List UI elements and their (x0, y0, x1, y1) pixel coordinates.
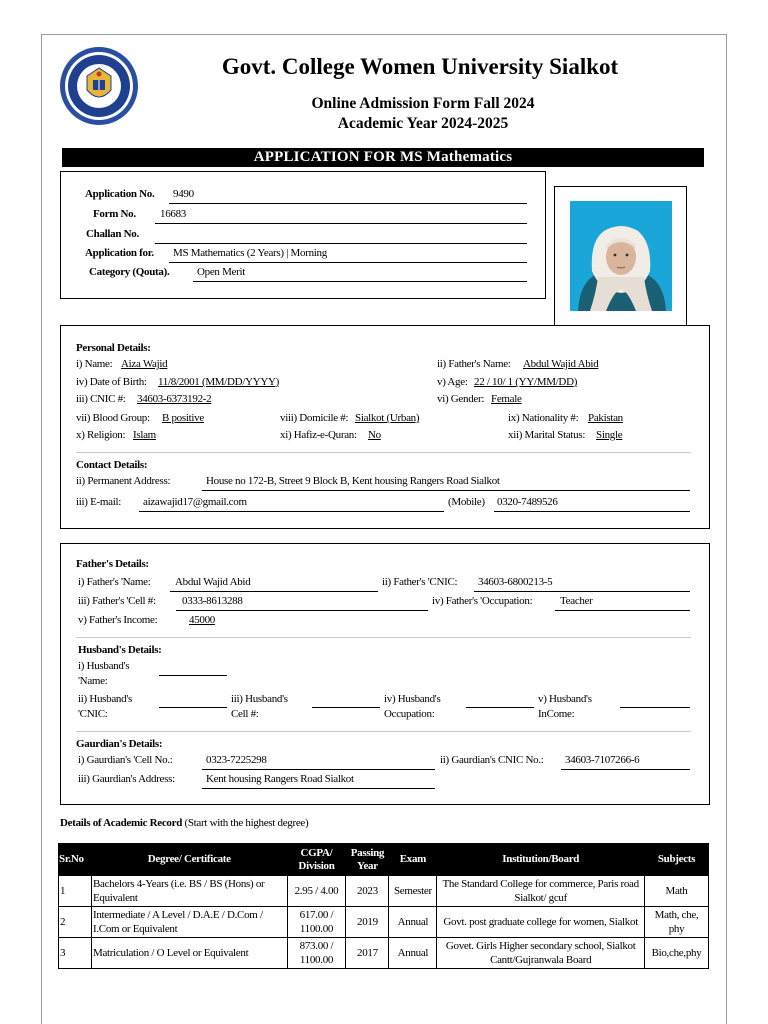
table-row (59, 907, 709, 938)
column-header: Institution/Board (437, 844, 645, 876)
domicile-value: Sialkot (Urban) (355, 412, 420, 424)
section-divider (76, 637, 691, 638)
husband-income-label-2: InCome: (538, 708, 575, 720)
father-cell-label: iii) Father's 'Cell #: (78, 595, 156, 607)
challan-no-label: Challan No. (86, 228, 139, 240)
contact-details-heading: Contact Details: (76, 459, 148, 471)
husband-occupation-line (466, 707, 534, 708)
father-occupation-line (555, 610, 690, 611)
application-no-line (169, 203, 527, 204)
guardian-cell-label: i) Gaurdian's 'Cell No.: (78, 754, 173, 766)
passing-year-cell: 2019 (346, 907, 389, 938)
husband-income-line (620, 707, 690, 708)
guardian-cell-line (202, 769, 435, 770)
husband-name-line (159, 675, 227, 676)
gender-value: Female (491, 393, 522, 405)
passing-year-cell: 2023 (346, 876, 389, 907)
column-header: CGPA/ Division (287, 844, 346, 876)
table-row (59, 938, 709, 969)
guardian-details-heading: Gaurdian's Details: (76, 738, 163, 750)
application-banner: APPLICATION FOR MS Mathematics (62, 148, 704, 167)
form-no-label: Form No. (93, 208, 136, 220)
sr-no-cell: 2 (59, 907, 92, 938)
applicant-photo-icon (570, 201, 672, 311)
cnic-value: 34603-6373192-2 (137, 393, 212, 405)
gender-label: vi) Gender: (437, 393, 485, 405)
column-header: Passing Year (346, 844, 389, 876)
address-value: House no 172-B, Street 9 Block B, Kent housing Rangers Road Sialkot (206, 475, 500, 487)
father-name2-value: Abdul Wajid Abid (175, 576, 251, 588)
husband-cnic-line (159, 707, 227, 708)
exam-cell: Annual (389, 938, 437, 969)
father-occupation-label: iv) Father's 'Occupation: (432, 595, 533, 607)
religion-value: Islam (133, 429, 156, 441)
category-value: Open Merit (197, 266, 246, 278)
sr-no-cell: 3 (59, 938, 92, 969)
institution-cell: Govet. Girls Higher secondary school, Sialkot Cantt/Gujranwala Board (437, 938, 645, 969)
column-header: Degree/ Certificate (91, 844, 287, 876)
form-no-value: 16683 (160, 208, 187, 220)
column-header: Sr.No (59, 844, 92, 876)
father-cell-value: 0333-8613288 (182, 595, 243, 607)
cgpa-cell: 873.00 / 1100.00 (287, 938, 346, 969)
degree-cell: Bachelors 4-Years (i.e. BS / BS (Hons) or Equivalent (91, 876, 287, 907)
dob-value: 11/8/2001 (MM/DD/YYYY) (158, 376, 280, 388)
husband-details-heading: Husband's Details: (78, 644, 162, 656)
guardian-address-value: Kent housing Rangers Road Sialkot (206, 773, 354, 785)
cnic-label: iii) CNIC #: (76, 393, 126, 405)
father-name-label: ii) Father's Name: (437, 358, 511, 370)
table-header-row (59, 844, 709, 876)
subjects-cell: Math (644, 876, 708, 907)
academic-record-heading-note: (Start with the highest degree) (182, 817, 309, 829)
section-divider (76, 452, 691, 453)
application-for-label: Application for. (85, 247, 154, 259)
husband-cnic-label: ii) Husband's (78, 693, 132, 705)
guardian-cnic-label: ii) Gaurdian's CNIC No.: (440, 754, 544, 766)
blood-group-value: B positive (162, 412, 204, 424)
husband-cnic-label-2: 'CNIC: (78, 708, 108, 720)
exam-cell: Annual (389, 907, 437, 938)
nationality-label: ix) Nationality #: (508, 412, 579, 424)
age-label: v) Age: (437, 376, 468, 388)
father-income-label: v) Father's Income: (78, 614, 158, 626)
application-for-value: MS Mathematics (2 Years) | Morning (173, 247, 327, 259)
father-cnic-line (474, 591, 690, 592)
email-line (139, 511, 444, 512)
father-cell-line (176, 610, 428, 611)
father-name2-line (170, 591, 378, 592)
personal-details-heading: Personal Details: (76, 342, 151, 354)
section-divider (76, 731, 691, 732)
category-line (193, 281, 527, 282)
marital-status-value: Single (596, 429, 623, 441)
institution-cell: Govt. post graduate college for women, Sialkot (437, 907, 645, 938)
religion-label: x) Religion: (76, 429, 126, 441)
degree-cell: Intermediate / A Level / D.A.E / D.Com / I.Com or Equivalent (91, 907, 287, 938)
academic-record-heading (60, 817, 308, 829)
husband-name-label: i) Husband's (78, 660, 130, 672)
husband-occupation-label: iv) Husband's (384, 693, 441, 705)
husband-cell-label-2: Cell #: (231, 708, 259, 720)
father-cnic-value: 34603-6800213-5 (478, 576, 553, 588)
domicile-label: viii) Domicile #: (280, 412, 349, 424)
application-no-value: 9490 (173, 188, 194, 200)
hafiz-label: xi) Hafiz-e-Quran: (280, 429, 357, 441)
university-logo-icon (59, 46, 139, 126)
guardian-address-label: iii) Gaurdian's Address: (78, 773, 175, 785)
subjects-cell: Math, che, phy (644, 907, 708, 938)
husband-cell-label: iii) Husband's (231, 693, 288, 705)
mobile-label: (Mobile) (448, 496, 485, 508)
hafiz-value: No (368, 429, 381, 441)
father-cnic-label: ii) Father's 'CNIC: (382, 576, 458, 588)
father-details-heading: Father's Details: (76, 558, 149, 570)
sr-no-cell: 1 (59, 876, 92, 907)
husband-income-label: v) Husband's (538, 693, 592, 705)
name-label: i) Name: (76, 358, 113, 370)
cgpa-cell: 2.95 / 4.00 (287, 876, 346, 907)
mobile-value: 0320-7489526 (497, 496, 558, 508)
blood-group-label: vii) Blood Group: (76, 412, 150, 424)
email-value: aizawajid17@gmail.com (143, 496, 247, 508)
applicant-photo (570, 201, 672, 311)
table-row (59, 876, 709, 907)
challan-no-line (155, 243, 527, 244)
academic-record-heading-bold: Details of Academic Record (60, 817, 183, 829)
exam-cell: Semester (389, 876, 437, 907)
passing-year-cell: 2017 (346, 938, 389, 969)
guardian-cnic-line (561, 769, 690, 770)
degree-cell: Matriculation / O Level or Equivalent (91, 938, 287, 969)
mobile-line (494, 511, 690, 512)
guardian-address-line (202, 788, 435, 789)
cgpa-cell: 617.00 / 1100.00 (287, 907, 346, 938)
marital-status-label: xii) Marital Status: (508, 429, 586, 441)
father-name2-label: i) Father's 'Name: (78, 576, 151, 588)
university-title: Govt. College Women University Sialkot (221, 54, 619, 79)
column-header: Subjects (644, 844, 708, 876)
application-no-label: Application No. (85, 188, 155, 200)
husband-occupation-label-2: Occupation: (384, 708, 435, 720)
father-occupation-value: Teacher (560, 595, 593, 607)
husband-name-label-2: 'Name: (78, 675, 108, 687)
guardian-cell-value: 0323-7225298 (206, 754, 267, 766)
guardian-cnic-value: 34603-7107266-6 (565, 754, 640, 766)
category-label: Category (Qouta). (89, 266, 170, 278)
form-subtitle: Online Admission Form Fall 2024 (311, 95, 535, 112)
address-line (202, 490, 690, 491)
email-label: iii) E-mail: (76, 496, 121, 508)
form-no-line (155, 223, 527, 224)
institution-cell: The Standard College for commerce, Paris road Sialkot/ gcuf (437, 876, 645, 907)
nationality-value: Pakistan (588, 412, 623, 424)
academic-year: Academic Year 2024-2025 (337, 115, 509, 132)
age-value: 22 / 10/ 1 (YY/MM/DD) (474, 376, 578, 388)
father-income-value: 45000 (189, 614, 216, 626)
name-value: Aiza Wajid (121, 358, 168, 370)
subjects-cell: Bio,che,phy (644, 938, 708, 969)
academic-record-table (58, 843, 709, 969)
husband-cell-line (312, 707, 380, 708)
dob-label: iv) Date of Birth: (76, 376, 147, 388)
application-for-line (169, 262, 527, 263)
father-name-value: Abdul Wajid Abid (523, 358, 599, 370)
address-label: ii) Permanent Address: (76, 475, 171, 487)
column-header: Exam (389, 844, 437, 876)
